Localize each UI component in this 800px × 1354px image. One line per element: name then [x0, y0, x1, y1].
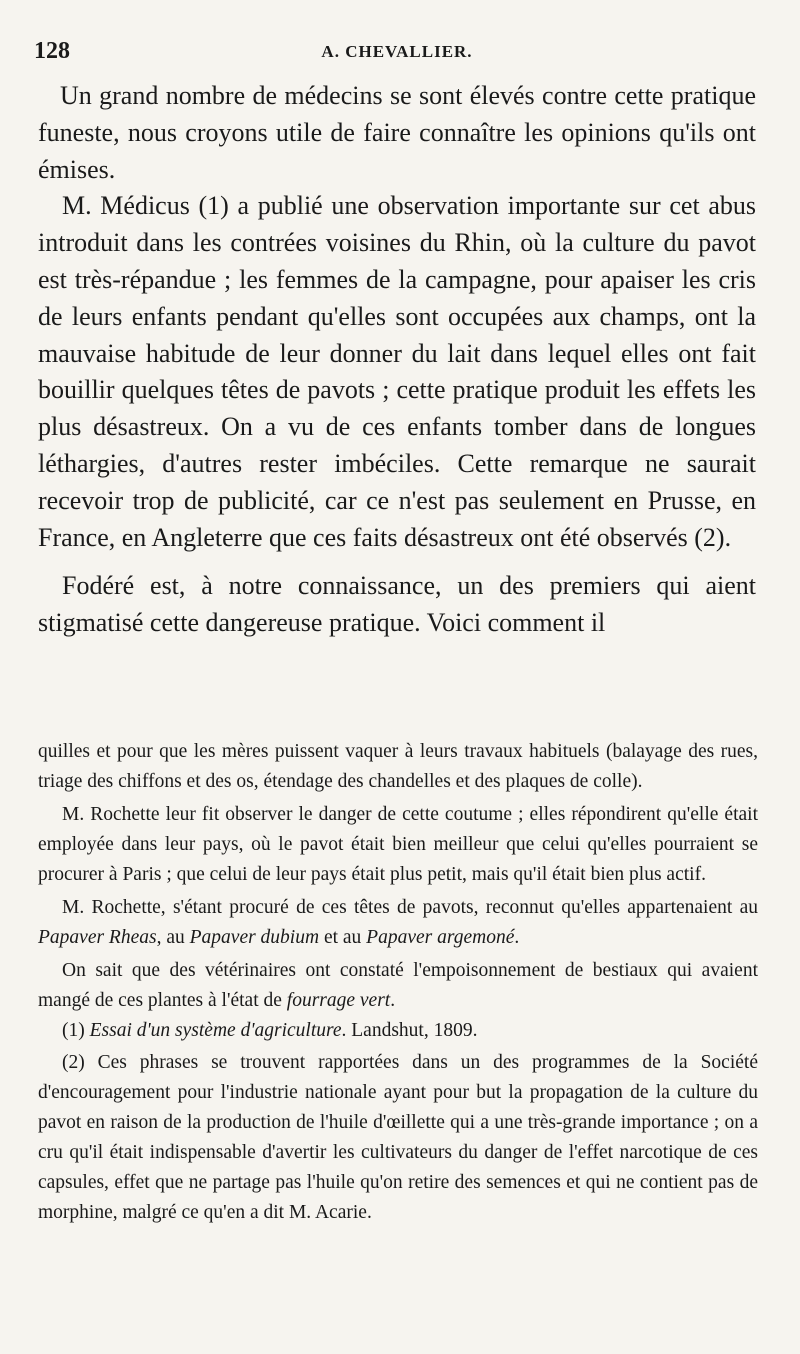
veterinary-text-2: . — [390, 990, 396, 1011]
veterinary-text-1: On sait que des vétérinaires ont constaté l'empoisonnement de bestiaux qui avaient mangé de ces plantes à l'état de — [38, 960, 758, 1011]
paragraph-2: M. Médicus (1) a publié une observation importante sur cet abus introduit dans les contrées voisines du Rhin, où la culture du pavot est très-répandue ; les femmes de la campagne, pour apaiser les cris de leurs enfants pendant qu'elles sont occupées aux champs, ont la mauvaise habitude de leur donner du lait dans lequel elles ont fait bouillir quelques têtes de pavots ; cette pratique produit les effets les plus désastreux. On a vu de ces enfants tomber dans de longues léthargies, d'autres rester imbéciles. Cette remarque ne saurait recevoir trop de publicité, car ce n'est pas seulement en Prusse, en France, en Angleterre que ces faits désastreux ont été observés (2). — [38, 191, 756, 552]
footnote-1 — [38, 1016, 758, 1046]
papaver-text-3: et au — [319, 927, 367, 948]
footnote-1-title: Essai d'un système d'agriculture — [89, 1020, 342, 1041]
papaver-text-4: . — [514, 927, 520, 948]
main-text — [38, 78, 756, 642]
papaver-paragraph — [38, 893, 758, 953]
veterinary-paragraph — [38, 956, 758, 1016]
papaver-dubium: Papaver dubium — [189, 927, 320, 948]
paragraph-3: Fodéré est, à notre connaissance, un des premiers qui aient stigmatisé cette dangereuse pratique. Voici comment il — [38, 571, 756, 638]
page-number: 128 — [34, 38, 70, 64]
footnotes — [38, 1016, 758, 1228]
papaver-rheas: Papaver Rheas — [38, 927, 157, 948]
fourrage-vert: fourrage vert — [286, 990, 391, 1011]
small-print-section — [38, 737, 758, 1228]
papaver-argemone: Papaver argemoné — [366, 927, 515, 948]
paragraph-1: Un grand nombre de médecins se sont élevés contre cette pratique funeste, nous croyons utile de faire connaître les opinions qu'ils ont émises. — [38, 81, 756, 184]
running-head — [34, 38, 760, 68]
papaver-text-2: , au — [156, 927, 190, 948]
footnote-1-mark: (1) — [62, 1020, 90, 1041]
footnote-2: (2) Ces phrases se trouvent rapportées dans un des programmes de la Société d'encouragement pour l'industrie nationale ayant pour but la propagation de la culture du pavot en raison de la production de l'huile d'œillette qui a une très-grande importance ; on a cru qu'il était indispensable d'avertir les cultivateurs du danger de l'effet narcotique de ces capsules, effet que ne partage pas l'huile qu'on retire des semences et qui ne contient pas de morphine, malgré ce qu'en a dit M. Acarie. — [38, 1052, 758, 1223]
running-title: A. CHEVALLIER. — [321, 42, 473, 61]
footnote-1-rest: . Landshut, 1809. — [341, 1020, 478, 1041]
continuation-paragraph: quilles et pour que les mères puissent vaquer à leurs travaux habituels (balayage des rues, triage des chiffons et des os, étendage des chandelles et des plaques de colle). — [38, 741, 758, 792]
rochette-paragraph: M. Rochette leur fit observer le danger de cette coutume ; elles répondirent qu'elle était employée dans leur pays, où le pavot était bien meilleur que celui qu'elles pourraient se procurer à Paris ; que celui de leur pays était plus petit, mais qu'il était bien plus actif. — [38, 804, 758, 885]
papaver-text-1: M. Rochette, s'étant procuré de ces têtes de pavots, reconnut qu'elles appartenaient au — [62, 897, 758, 918]
